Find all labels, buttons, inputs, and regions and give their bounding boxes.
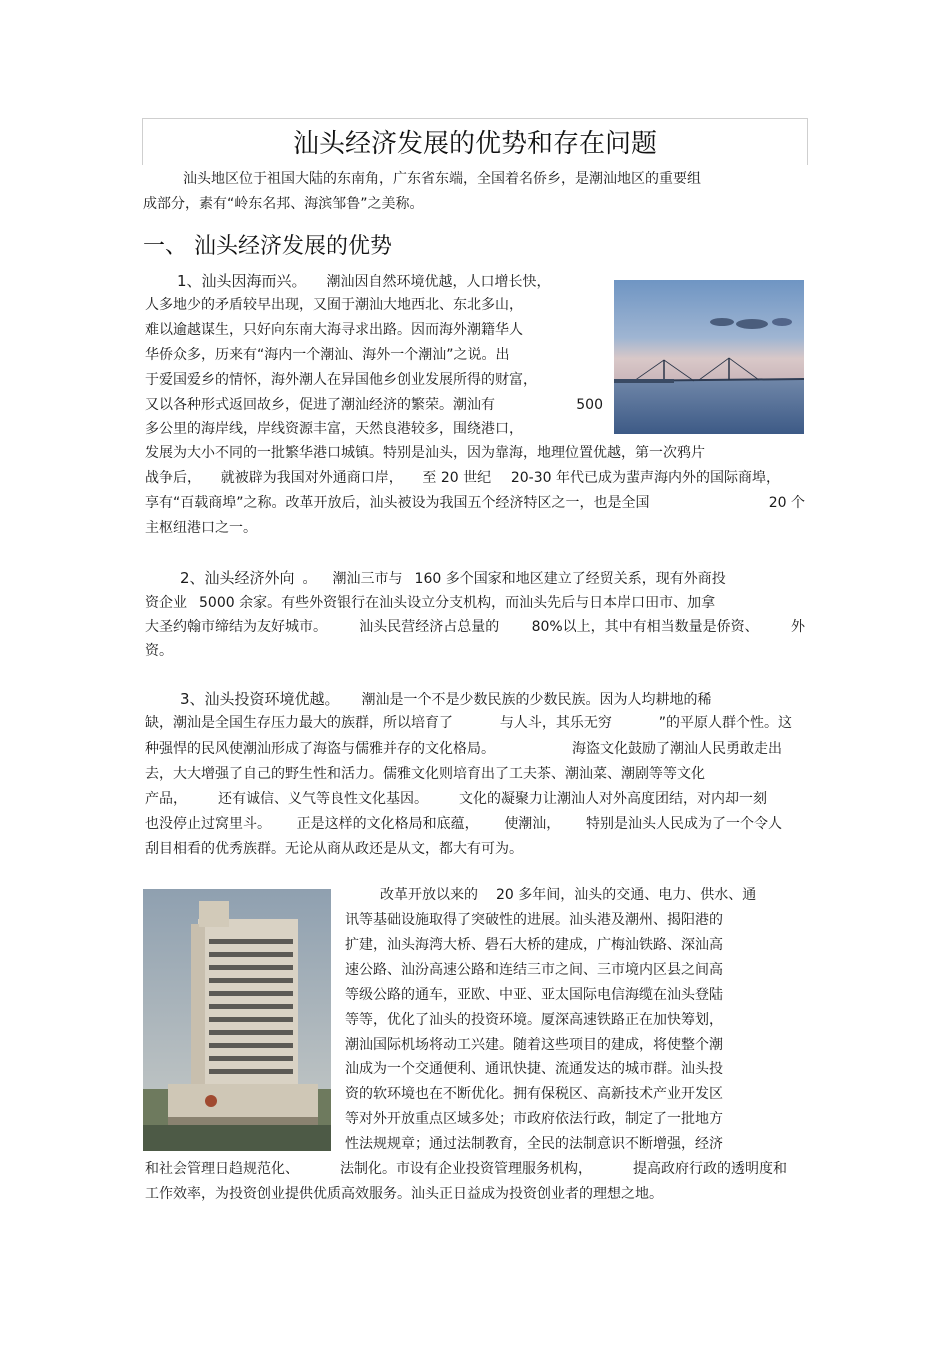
p1-line-3: 难以逾越谋生，只好向东南大海寻求出路。因而海外潮籍华人 xyxy=(145,322,523,338)
p4-line-3: 扩建，汕头海湾大桥、礐石大桥的建成，广梅汕铁路、深汕高 xyxy=(345,937,723,953)
p4-line-6: 等等，优化了汕头的投资环境。厦深高速铁路正在加快筹划， xyxy=(345,1012,723,1028)
p4-line-8: 汕成为一个交通便利、通讯快捷、流通发达的城市群。汕头投 xyxy=(345,1061,723,1077)
p2-line-3: 大圣约翰市缔结为友好城市。 汕头民营经济占总量的 80%以上，其中有相当数量是侨资、 外 xyxy=(145,619,805,635)
p1-line-6: 又以各种形式返回故乡，促进了潮汕经济的繁荣。潮汕有 500 xyxy=(145,397,603,413)
p4-line-12: 和社会管理日趋规范化、 法制化。市设有企业投资管理服务机构， 提高政府行政的透明度和 xyxy=(145,1161,787,1177)
intro-line-1: 汕头地区位于祖国大陆的东南角，广东省东端，全国着名侨乡，是潮汕地区的重要组 xyxy=(183,171,701,187)
p3-line-7: 刮目相看的优秀族群。无论从商从政还是从文，都大有可为。 xyxy=(145,841,523,857)
p3-line-5: 产品， 还有诚信、义气等良性文化基因。 文化的凝聚力让潮汕人对外高度团结，对内却一刻 xyxy=(145,791,767,807)
p4-line-5: 等级公路的通车，亚欧、中亚、亚太国际电信海缆在汕头登陆 xyxy=(345,987,723,1003)
p3-line-6: 也没停止过窝里斗。 正是这样的文化格局和底蕴， 使潮汕， 特别是汕头人民成为了一个令人 xyxy=(145,816,782,832)
p4-line-13: 工作效率，为投资创业提供优质高效服务。汕头正日益成为投资创业者的理想之地。 xyxy=(145,1186,663,1202)
p4-line-11: 性法规规章；通过法制教育，全民的法制意识不断增强，经济 xyxy=(345,1136,723,1152)
section-heading: 一、 汕头经济发展的优势 xyxy=(143,234,392,259)
p4-line-2: 讯等基础设施取得了突破性的进展。汕头港及潮州、揭阳港的 xyxy=(345,912,723,928)
p1-line-8: 发展为大小不同的一批繁华港口城镇。特别是汕头，因为靠海，地理位置优越，第一次鸦片 xyxy=(145,445,705,461)
p4-line-1: 改革开放以来的 20 多年间，汕头的交通、电力、供水、通 xyxy=(380,887,757,903)
p3-line-2: 缺，潮汕是全国生存压力最大的族群，所以培育了 与人斗，其乐无穷 ”的平原人群个性。这 xyxy=(145,715,792,731)
building-photo xyxy=(143,889,331,1151)
page-title: 汕头经济发展的优势和存在问题 xyxy=(292,129,657,159)
p1-line-4: 华侨众多，历来有“海内一个潮汕、海外一个潮汕”之说。出 xyxy=(145,347,510,363)
p2-line-2: 资企业 5000 余家。有些外资银行在汕头设立分支机构，而汕头先后与日本岸口田市、加拿 xyxy=(145,595,716,611)
p1-line-7: 多公里的海岸线，岸线资源丰富，天然良港较多，围绕港口， xyxy=(145,421,523,437)
p4-line-9: 资的软环境也在不断优化。拥有保税区、高新技术产业开发区 xyxy=(345,1086,723,1102)
p1-line-9: 战争后， 就被辟为我国对外通商口岸， 至 20 世纪 20-30 年代已成为蜚声海内外的国际商埠， xyxy=(145,470,780,486)
p1-line-5: 于爱国爱乡的情怀，海外潮人在异国他乡创业发展所得的财富， xyxy=(145,372,537,388)
bridge-photo xyxy=(614,280,804,434)
p4-line-4: 速公路、汕汾高速公路和连结三市之间、三市境内区县之间高 xyxy=(345,962,723,978)
p3-line-4: 去，大大增强了自己的野生性和活力。儒雅文化则培育出了工夫茶、潮汕菜、潮剧等等文化 xyxy=(145,766,705,782)
p3-line-3: 种强悍的民风使潮汕形成了海盗与儒雅并存的文化格局。 海盗文化鼓励了潮汕人民勇敢走出 xyxy=(145,741,782,757)
p3-line-1: 3、汕头投资环境优越。 潮汕是一个不是少数民族的少数民族。因为人均耕地的稀 xyxy=(180,690,712,708)
p4-line-10: 等对外开放重点区域多处；市政府依法行政，制定了一批地方 xyxy=(345,1111,723,1127)
intro-line-2: 成部分，素有“岭东名邦、海滨邹鲁”之美称。 xyxy=(143,196,424,212)
p2-line-4: 资。 xyxy=(145,643,173,659)
p1-line-10: 享有“百载商埠”之称。改革开放后，汕头被设为我国五个经济特区之一，也是全国 20 个 xyxy=(145,495,805,511)
p4-line-7: 潮汕国际机场将动工兴建。随着这些项目的建成，将使整个潮 xyxy=(345,1037,723,1053)
p1-line-1: 1、汕头因海而兴。 潮汕因自然环境优越，人口增长快， xyxy=(177,272,551,290)
p1-line-2: 人多地少的矛盾较早出现，又囿于潮汕大地西北、东北多山， xyxy=(145,297,523,313)
p1-line-11: 主枢纽港口之一。 xyxy=(145,520,257,536)
p2-line-1: 2、汕头经济外向 。 潮汕三市与 160 多个国家和地区建立了经贸关系，现有外商投 xyxy=(180,569,726,587)
